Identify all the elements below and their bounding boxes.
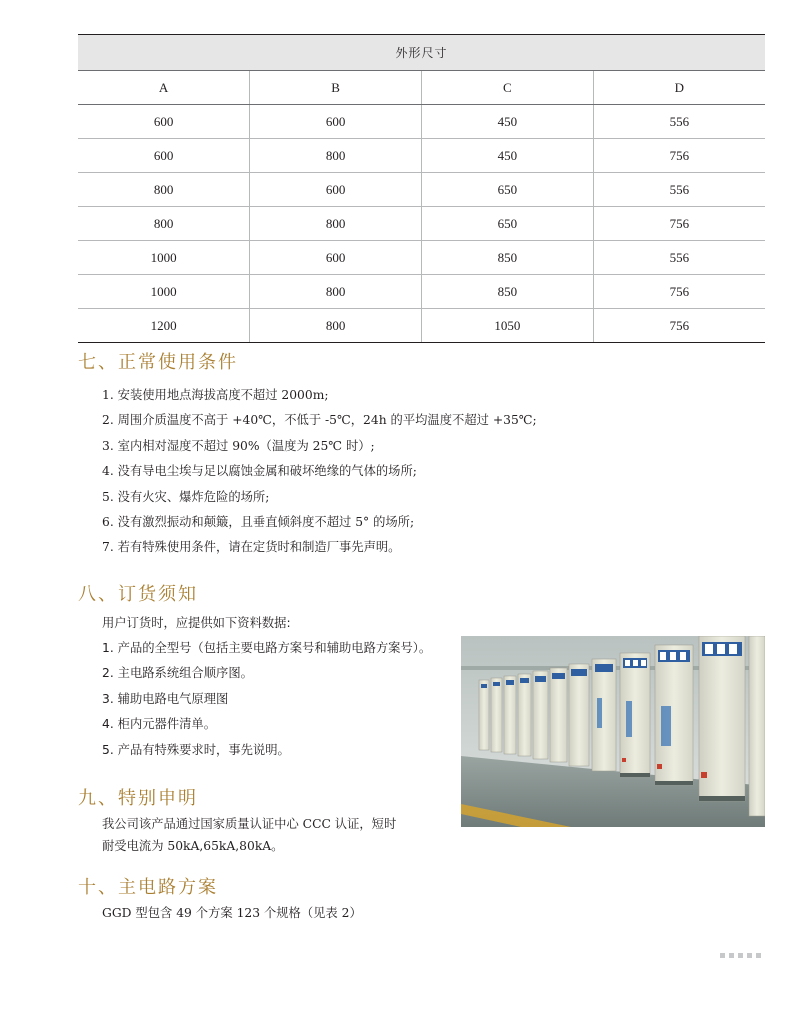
table-cell: 450	[422, 105, 594, 139]
table-cell: 800	[250, 309, 422, 343]
section-heading-ordering-notes: 八、订货须知	[78, 584, 198, 605]
table-row	[78, 105, 765, 139]
list-item: 1. 产品的全型号（包括主要电路方案号和辅助电路方案号）。	[102, 641, 432, 655]
section-heading-main-circuit-scheme: 十、主电路方案	[78, 877, 218, 898]
table-cell: 556	[593, 241, 765, 275]
table-cell: 756	[593, 309, 765, 343]
table-cell: 756	[593, 207, 765, 241]
list-item: 2. 周围介质温度不高于 +40℃，不低于 -5℃，24h 的平均温度不超过 +35℃;	[102, 413, 537, 428]
table-cell: 600	[250, 173, 422, 207]
section-heading-special-statement: 九、特别申明	[78, 788, 198, 809]
table-cell: 556	[593, 173, 765, 207]
table-row	[78, 173, 765, 207]
table-cell: 800	[78, 173, 250, 207]
list-item: 7. 若有特殊使用条件，请在定货时和制造厂事先声明。	[102, 540, 401, 555]
table-cell: 600	[250, 241, 422, 275]
table-cell: 800	[250, 275, 422, 309]
list-item: 3. 辅助电路电气原理图	[102, 691, 229, 706]
table-cell: 756	[593, 139, 765, 173]
table-row	[78, 139, 765, 173]
list-item: 3. 室内相对湿度不超过 90%（温度为 25℃ 时）;	[102, 438, 375, 453]
special-statement-text	[102, 813, 396, 857]
switchgear-cabinets-photo	[461, 636, 765, 827]
operating-conditions-list	[102, 383, 537, 561]
list-item: 5. 没有火灾、爆炸危险的场所;	[102, 489, 270, 504]
table-cell: 650	[422, 173, 594, 207]
table-row	[78, 275, 765, 309]
table-cell: 850	[422, 275, 594, 309]
intro-text: 用户订货时，应提供如下资料数据:	[102, 616, 291, 630]
table-cell: 600	[250, 105, 422, 139]
column-header-c: C	[422, 71, 594, 105]
table-cell: 1050	[422, 309, 594, 343]
table-row	[78, 309, 765, 343]
column-header-a: A	[78, 71, 250, 105]
table-row	[78, 241, 765, 275]
table-cell: 600	[78, 139, 250, 173]
table-cell: 800	[78, 207, 250, 241]
table-cell: 850	[422, 241, 594, 275]
table-cell: 800	[250, 207, 422, 241]
statement-line: 我公司该产品通过国家质量认证中心 CCC 认证，短时	[102, 817, 397, 831]
column-header-d: D	[593, 71, 765, 105]
list-item: 6. 没有激烈振动和颠簸，且垂直倾斜度不超过 5° 的场所;	[102, 515, 415, 530]
table-cell: 650	[422, 207, 594, 241]
list-item: 1. 安装使用地点海拔高度不超过 2000m;	[102, 388, 329, 402]
scheme-text: GGD 型包含 49 个方案 123 个规格（见表 2）	[102, 906, 362, 920]
section-heading-operating-conditions: 七、正常使用条件	[78, 352, 238, 373]
table-cell: 600	[78, 105, 250, 139]
list-item: 5. 产品有特殊要求时，事先说明。	[102, 742, 290, 757]
table-cell: 1200	[78, 309, 250, 343]
column-header-b: B	[250, 71, 422, 105]
list-item: 4. 没有导电尘埃与足以腐蚀金属和破坏绝缘的气体的场所;	[102, 464, 417, 479]
table-row	[78, 207, 765, 241]
table-cell: 1000	[78, 275, 250, 309]
list-item: 4. 柜内元器件清单。	[102, 717, 217, 732]
main-circuit-scheme-text	[102, 902, 362, 924]
page-marker	[720, 953, 761, 958]
table-title: 外形尺寸	[78, 35, 765, 71]
ordering-list	[102, 636, 431, 763]
statement-line: 耐受电流为 50kA,65kA,80kA。	[102, 839, 284, 853]
table-cell: 1000	[78, 241, 250, 275]
dimensions-table	[78, 34, 765, 343]
ordering-intro	[102, 612, 291, 634]
table-cell: 756	[593, 275, 765, 309]
table-cell: 556	[593, 105, 765, 139]
list-item: 2. 主电路系统组合顺序图。	[102, 666, 253, 681]
table-cell: 450	[422, 139, 594, 173]
table-cell: 800	[250, 139, 422, 173]
